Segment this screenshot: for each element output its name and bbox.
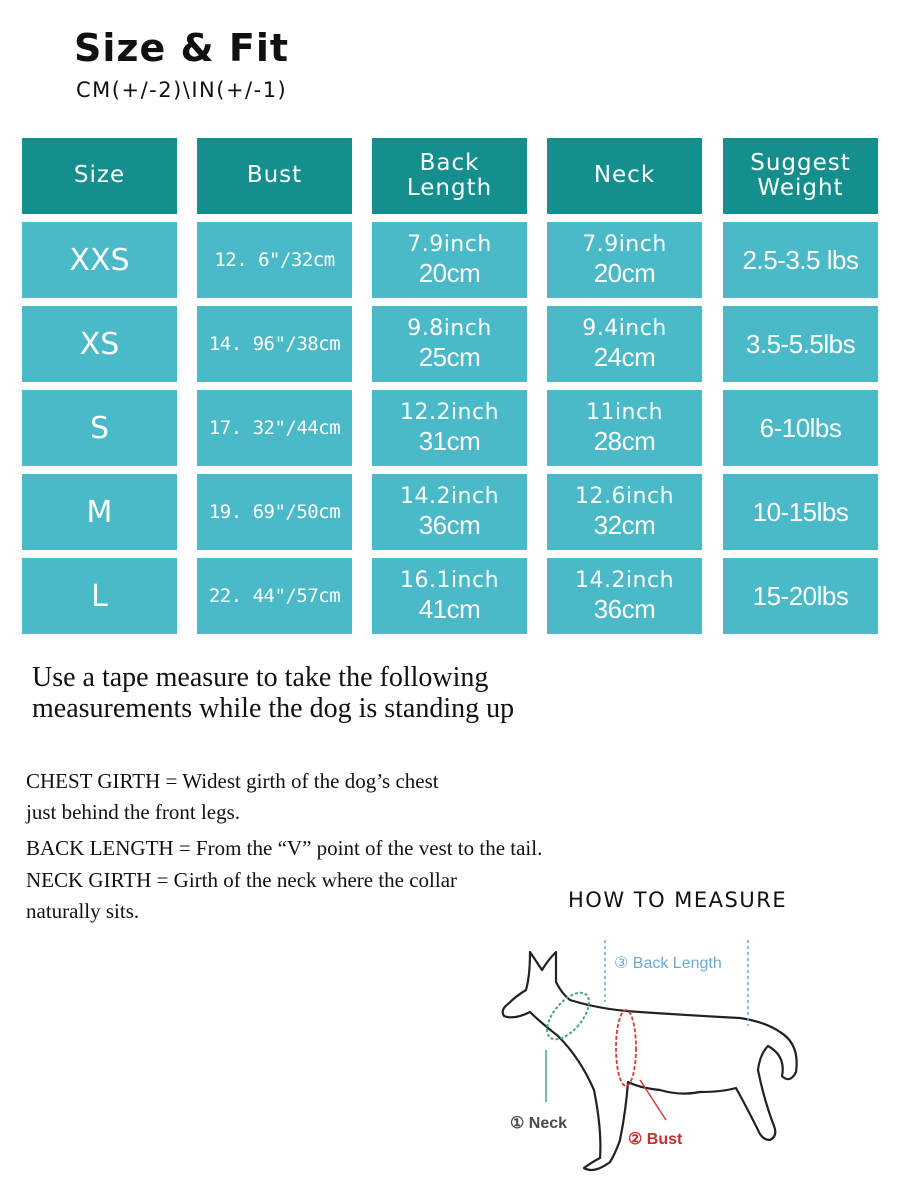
bust-cell <box>197 390 352 466</box>
header-back-length-line: Length <box>406 175 493 201</box>
back-length-cell-cm: 25cm <box>418 341 481 372</box>
header-suggest-weight <box>723 138 878 214</box>
neck-cell-cm: 36cm <box>593 593 656 624</box>
how-to-measure-heading: HOW TO MEASURE <box>568 888 788 912</box>
header-back-length-line: Back <box>419 149 480 176</box>
neck-label: ① Neck <box>510 1115 568 1132</box>
neck-girth-line-2: naturally sits. <box>26 899 140 923</box>
intro-line-2: measurements while the dog is standing up <box>32 693 515 724</box>
bust-cell <box>197 222 352 298</box>
neck-cell <box>547 222 702 298</box>
neck-cell-cm: 32cm <box>593 509 656 540</box>
neck-cell-cm: 24cm <box>593 341 656 372</box>
chest-girth-line-1: CHEST GIRTH = Widest girth of the dog’s chest <box>26 769 439 793</box>
neck-girth-line-1: NECK GIRTH = Girth of the neck where the collar <box>26 868 458 892</box>
bust-cell <box>197 558 352 634</box>
bust-cell-value: 14. 96"/38cm <box>208 332 341 355</box>
weight-cell <box>723 474 878 550</box>
back-length-cell <box>372 222 527 298</box>
weight-cell <box>723 390 878 466</box>
size-cell <box>22 558 177 634</box>
header-size: Size <box>22 138 177 214</box>
neck-cell-inch: 9.4inch <box>582 315 667 341</box>
size-cell <box>22 222 177 298</box>
weight-cell <box>723 558 878 634</box>
bust-cell <box>197 306 352 382</box>
size-cell <box>22 390 177 466</box>
header-bust: Bust <box>197 138 352 214</box>
back-length-cell <box>372 558 527 634</box>
neck-cell-cm: 20cm <box>593 257 656 288</box>
back-length-cell <box>372 390 527 466</box>
neck-cell <box>547 306 702 382</box>
header-suggest-weight-line: Suggest <box>750 149 851 176</box>
back-length-label: ③ Back Length <box>614 955 722 972</box>
page-title: Size & Fit <box>74 26 290 70</box>
neck-cell <box>547 474 702 550</box>
weight-cell-value: 6-10lbs <box>759 412 842 443</box>
size-cell-value: XS <box>79 326 120 362</box>
intro-text <box>32 662 514 724</box>
neck-cell-cm: 28cm <box>593 425 656 456</box>
intro-line-1: Use a tape measure to take the following <box>32 662 489 693</box>
weight-cell-value: 2.5-3.5 lbs <box>742 244 859 275</box>
back-length-cell-inch: 12.2inch <box>399 399 500 425</box>
chest-girth-definition <box>26 766 439 828</box>
measurement-tolerance: CM(+/-2)\IN(+/-1) <box>76 78 288 102</box>
back-length-cell-inch: 14.2inch <box>399 483 500 509</box>
bust-label: ② Bust <box>628 1131 683 1148</box>
size-cell <box>22 474 177 550</box>
weight-cell <box>723 306 878 382</box>
weight-cell-value: 10-15lbs <box>752 496 849 527</box>
dog-measurement-diagram <box>490 930 810 1180</box>
weight-cell-value: 15-20lbs <box>752 580 849 611</box>
size-cell-value: L <box>91 578 108 614</box>
neck-cell <box>547 390 702 466</box>
neck-cell-inch: 11inch <box>585 399 664 425</box>
back-length-cell-cm: 41cm <box>418 593 481 624</box>
back-length-cell-cm: 31cm <box>418 425 481 456</box>
bust-cell-value: 19. 69"/50cm <box>208 500 341 523</box>
header-back-length <box>372 138 527 214</box>
header-neck: Neck <box>547 138 702 214</box>
size-cell <box>22 306 177 382</box>
back-length-cell-cm: 20cm <box>418 257 481 288</box>
bust-cell-value: 12. 6"/32cm <box>214 248 335 271</box>
bust-cell <box>197 474 352 550</box>
neck-cell-inch: 14.2inch <box>574 567 675 593</box>
back-length-cell-inch: 9.8inch <box>407 315 492 341</box>
weight-cell-value: 3.5-5.5lbs <box>745 328 856 359</box>
size-cell-value: XXS <box>69 242 130 278</box>
weight-cell <box>723 222 878 298</box>
back-length-cell <box>372 474 527 550</box>
back-length-cell <box>372 306 527 382</box>
bust-cell-value: 17. 32"/44cm <box>208 416 341 439</box>
size-cell-value: S <box>89 410 110 446</box>
back-length-cell-cm: 36cm <box>418 509 481 540</box>
chest-girth-line-2: just behind the front legs. <box>26 800 241 824</box>
size-cell-value: M <box>86 494 113 530</box>
neck-cell-inch: 7.9inch <box>582 231 667 257</box>
back-length-cell-inch: 16.1inch <box>399 567 500 593</box>
neck-cell <box>547 558 702 634</box>
back-length-definition: BACK LENGTH = From the “V” point of the vest to the tail. <box>26 836 543 860</box>
neck-girth-definition <box>26 865 457 927</box>
bust-cell-value: 22. 44"/57cm <box>208 584 341 607</box>
header-suggest-weight-line: Weight <box>757 175 844 201</box>
back-length-cell-inch: 7.9inch <box>407 231 492 257</box>
neck-cell-inch: 12.6inch <box>574 483 675 509</box>
